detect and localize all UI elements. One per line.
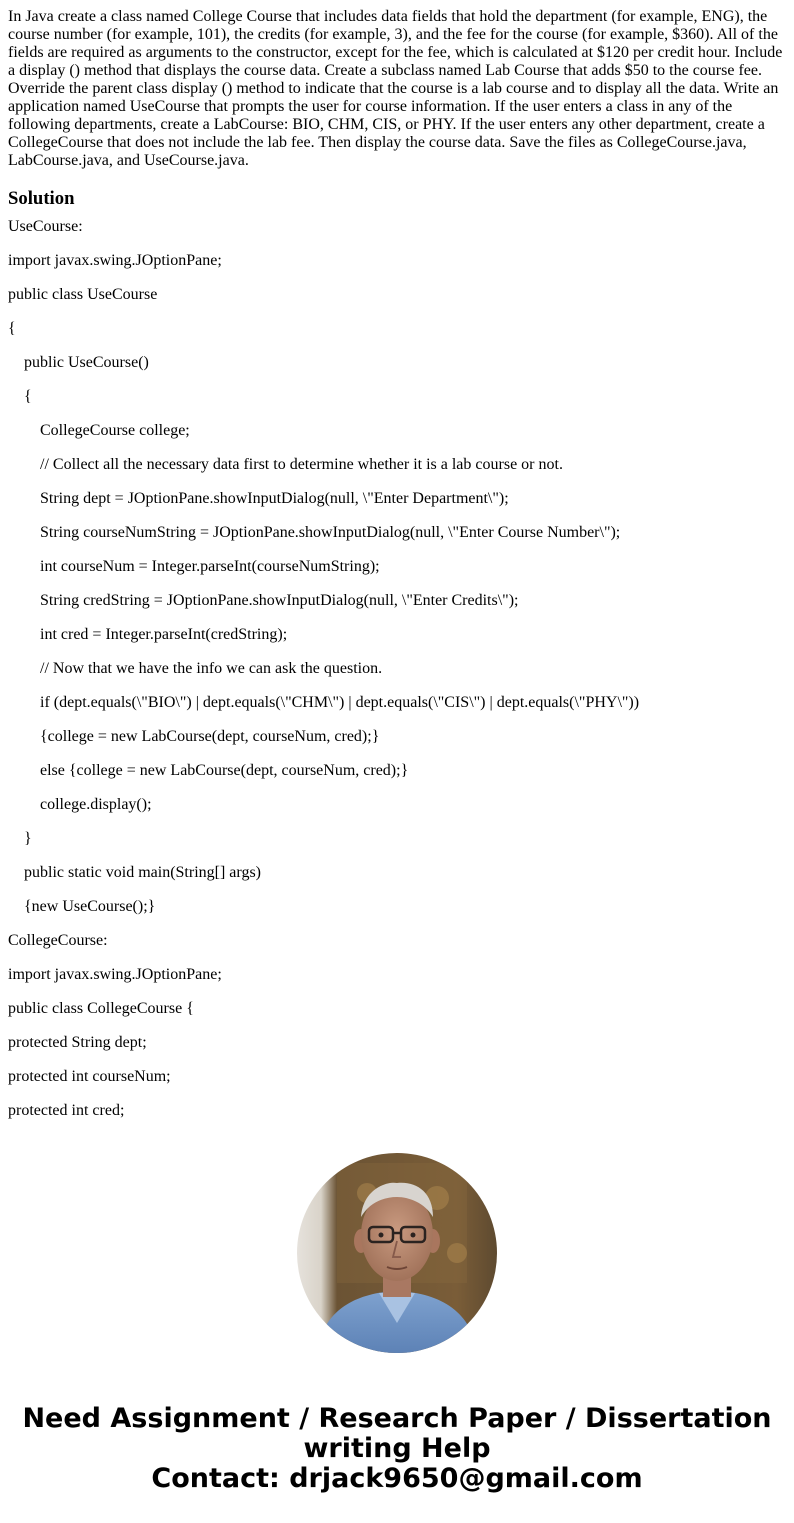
- code-line: // Now that we have the info we can ask the question.: [8, 660, 383, 677]
- code-line: college.display();: [8, 796, 152, 813]
- code-line: else {college = new LabCourse(dept, courseNum, cred);}: [8, 762, 409, 779]
- solution-code: [8, 218, 786, 1120]
- code-line: if (dept.equals(\"BIO\") | dept.equals(\"CHM\") | dept.equals(\"CIS\") | dept.equals(\"PHY\")): [8, 694, 640, 711]
- code-line: String dept = JOptionPane.showInputDialog(null, \"Enter Department\");: [8, 490, 509, 507]
- code-line: {: [8, 320, 16, 337]
- code-line: protected int courseNum;: [8, 1068, 171, 1085]
- code-line: protected int cred;: [8, 1102, 125, 1119]
- code-line: import javax.swing.JOptionPane;: [8, 966, 222, 983]
- code-line: UseCourse:: [8, 218, 83, 235]
- code-line: protected String dept;: [8, 1034, 147, 1051]
- banner-contact-line: Contact: drjack9650@gmail.com: [151, 1463, 643, 1494]
- banner-line-1: Need Assignment / Research Paper / Dissertation: [22, 1403, 772, 1434]
- code-line: {: [8, 388, 32, 405]
- code-line: {college = new LabCourse(dept, courseNum, cred);}: [8, 728, 380, 745]
- document-content: [8, 0, 786, 1122]
- code-line: {new UseCourse();}: [8, 898, 156, 915]
- contact-banner: [0, 1404, 794, 1494]
- code-line: String credString = JOptionPane.showInputDialog(null, \"Enter Credits\");: [8, 592, 519, 609]
- author-avatar: [297, 1153, 497, 1353]
- code-line: int cred = Integer.parseInt(credString);: [8, 626, 288, 643]
- question-text: In Java create a class named College Course that includes data fields that hold the department (for example, ENG), the course number (for example, 101), the credits (for example, 3), and the fee for the course (for example, $360). All of the fields are required as arguments to the constructor, except for the fee, which is calculated at $120 per credit hour. Include a display () method that displays the course data. Create a subclass named Lab Course that adds $50 to the course fee. Override the parent class display () method to indicate that the course is a lab course and to display all the data. Write an application named UseCourse that prompts the user for course information. If the user enters a class in any of the following departments, create a LabCourse: BIO, CHM, CIS, or PHY. If the user enters any other department, create a CollegeCourse that does not include the lab fee. Then display the course data. Save the files as CollegeCourse.java, LabCourse.java, and UseCourse.java.: [8, 8, 783, 169]
- code-line: int courseNum = Integer.parseInt(courseNumString);: [8, 558, 380, 575]
- portrait-photo: [297, 1153, 497, 1353]
- code-line: public class CollegeCourse {: [8, 1000, 194, 1017]
- code-line: public static void main(String[] args): [8, 864, 261, 881]
- code-line: import javax.swing.JOptionPane;: [8, 252, 222, 269]
- solution-heading: Solution: [8, 188, 75, 209]
- banner-line-2: writing Help: [303, 1433, 491, 1464]
- code-line: String courseNumString = JOptionPane.showInputDialog(null, \"Enter Course Number\");: [8, 524, 621, 541]
- code-line: }: [8, 830, 32, 847]
- code-line: public class UseCourse: [8, 286, 158, 303]
- code-line: CollegeCourse college;: [8, 422, 190, 439]
- code-line: // Collect all the necessary data first to determine whether it is a lab course or not.: [8, 456, 563, 473]
- code-line: public UseCourse(): [8, 354, 149, 371]
- code-line: CollegeCourse:: [8, 932, 108, 949]
